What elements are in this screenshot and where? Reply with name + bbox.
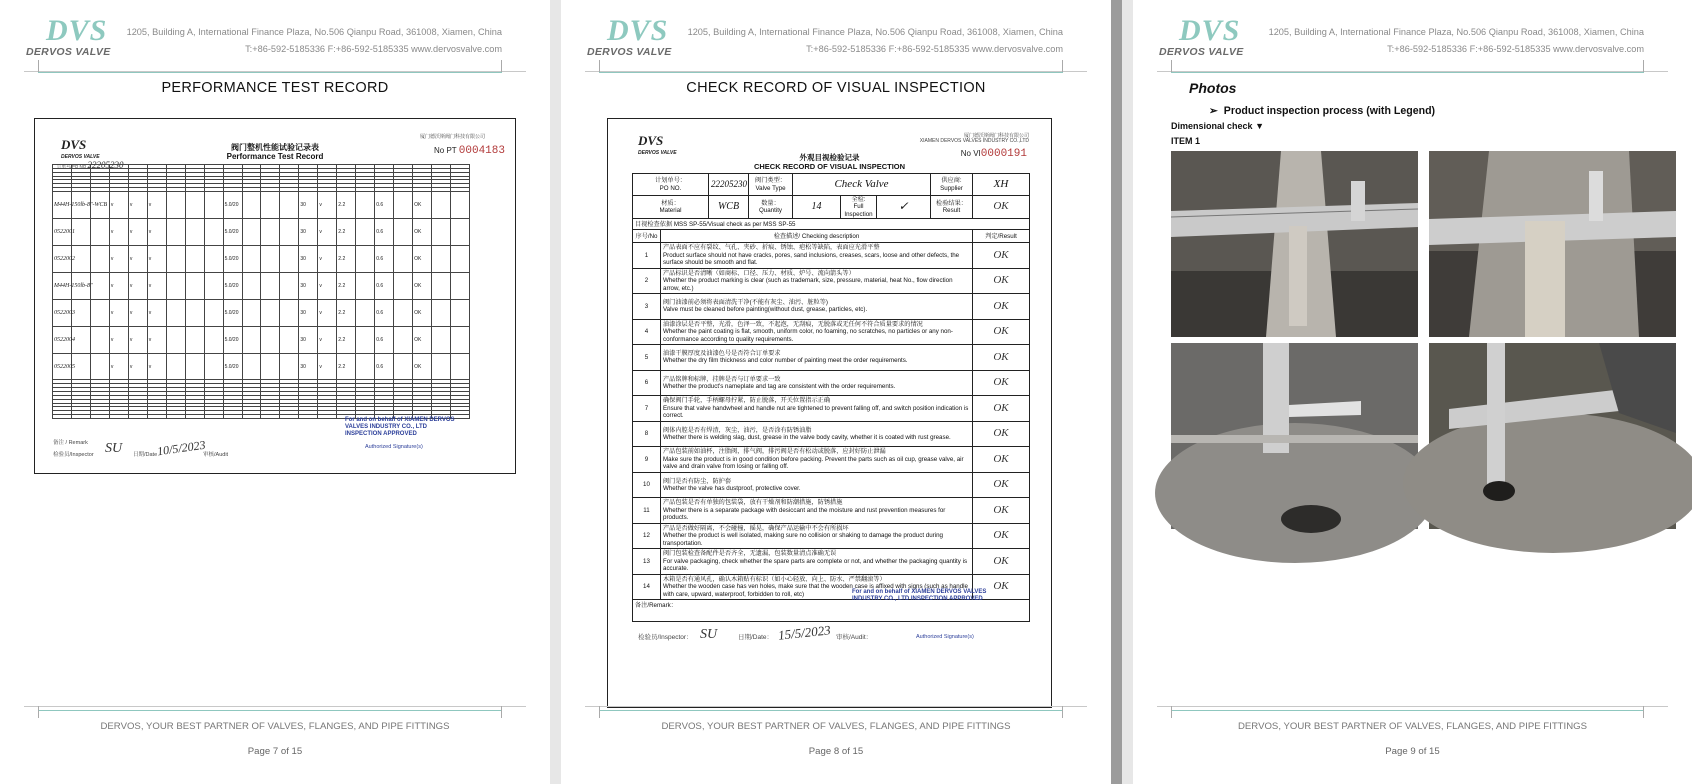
item-number: 9: [633, 447, 661, 473]
item-description: 阀门包装检查备配件是否齐全，无遗漏，包装数量清点准确无误 For valve packaging, check whether the spare parts are complete or not, and whether the packaging quantity is accurate.: [661, 549, 973, 575]
item-result: OK: [973, 447, 1030, 473]
header-row-2: [633, 196, 1030, 219]
full-inspection-label: 全检: Full Inspection: [841, 196, 877, 219]
item-result: OK: [973, 472, 1030, 498]
item-result: OK: [973, 396, 1030, 422]
company-logo: DVS DERVOS VALVE: [1159, 14, 1244, 58]
triangle-down-icon: ▼: [1255, 121, 1264, 131]
company-logo: DVS DERVOS VALVE: [587, 14, 672, 58]
item-description: 产品铭牌和标牌，挂牌是否与订单要求一致 Whether the product's nameplate and tag are consistent with the order requirements.: [661, 370, 973, 396]
table-row: 0522004 v v v 5.0/20 30 v 2.2 0.6 OK: [53, 326, 470, 353]
inspection-item-row: [633, 472, 1030, 498]
item-result: OK: [973, 498, 1030, 524]
item-number: 10: [633, 472, 661, 498]
quantity-value: 14: [793, 196, 841, 219]
inspection-photo-3: [1171, 343, 1418, 529]
page-footer: DERVOS, YOUR BEST PARTNER OF VALVES, FLANGES, AND PIPE FITTINGS Page 9 of 15: [1133, 704, 1692, 784]
item-description: 产品是否做好隔离，不会碰撞，摇晃，确保产品运输中不会有所损坏 Whether the product is well isolated, making sure no collision or shaking to damage the product during transportation.: [661, 523, 973, 549]
company-logo: DVS DERVOS VALVE: [26, 14, 111, 58]
table-row: 0522003 v v v 5.0/20 30 v 2.2 0.6 OK: [53, 299, 470, 326]
valve-type-value: Check Valve: [793, 174, 931, 196]
inspection-item-row: [633, 370, 1030, 396]
item-number: 14: [633, 574, 661, 600]
quantity-label: 数量： Quantity: [749, 196, 793, 219]
po-label: 计划单号： PO NO.: [633, 174, 709, 196]
sheet-number: No VI0000191: [960, 148, 1027, 160]
inspection-photo-4: [1429, 343, 1676, 529]
item-number: 1: [633, 243, 661, 269]
table-row: M44H-150lb-8" v v v 5.0/20 30 v 2.2 0.6 OK: [53, 272, 470, 299]
page-gap: [1122, 0, 1133, 784]
date-signature: 10/5/2023: [156, 437, 207, 459]
table-row: 0522001 v v v 5.0/20 30 v 2.2 0.6 OK: [53, 218, 470, 245]
page-number: Page 9 of 15: [1385, 746, 1440, 757]
page-8: [561, 0, 1111, 784]
item-description: 产品表面不应有裂纹、气孔、夹砂、折痕、锈蚀、疤松等缺陷，表面应光滑平整 Product surface should not have cracks, pores, sand inclusions, creases, scars, loose and other defects, the surface should be smooth and flat.: [661, 243, 973, 269]
inspector-signature: SU: [105, 441, 123, 456]
dimensional-check-label: Dimensional check ▼: [1171, 121, 1264, 131]
company-address: 1205, Building A, International Finance Plaza, No.506 Qianpu Road, 361008, Xiamen, China T:+86-592-5185336 F:+86-592-5185335 www.dervosvalve.com: [687, 27, 1063, 54]
supplier-value: XH: [973, 174, 1030, 196]
item-description: 产品包装是否有单独的包装袋，放有干燥剂和防潮措施，防锈措施 Whether there is a separate package with desiccant and the moisture and rust prevention measures for products.: [661, 498, 973, 524]
page-number: Page 7 of 15: [247, 746, 303, 757]
page-title: CHECK RECORD OF VISUAL INSPECTION: [686, 80, 986, 96]
inspection-table: [632, 173, 1029, 622]
item-description: 产品标识是否清晰（如商标、口径、压力、材质、炉号、流向箭头等） Whether the product marking is clear (such as trademark, size, pressure, material, heat No., flow direction arrow, etc.): [661, 268, 973, 294]
sheet-company: 厦门德沃斯阀门科技有限公司: [419, 134, 485, 140]
company-address: 1205, Building A, International Finance Plaza, No.506 Qianpu Road, 361008, Xiamen, China T:+86-592-5185336 F:+86-592-5185335 www.dervosvalve.com: [126, 27, 502, 54]
arrow-bullet-icon: ➢: [1209, 105, 1224, 117]
sheet-title: 外观目视检验记录 CHECK RECORD OF VISUAL INSPECTION: [753, 153, 906, 171]
table-row: 0522002 v v v 5.0/20 30 v 2.2 0.6 OK: [53, 245, 470, 272]
inspection-item-row: [633, 447, 1030, 473]
remark-row: 备注/Remark：: [633, 600, 1030, 622]
sheet-title: 阀门整机性能试验记录表 Performance Test Record: [226, 143, 324, 161]
page-header: [1133, 0, 1692, 80]
item-number: 7: [633, 396, 661, 422]
valve-type-label: 阀门类型： Valve Type: [749, 174, 793, 196]
inspection-item-row: [633, 549, 1030, 575]
item-number: 6: [633, 370, 661, 396]
item-number: 8: [633, 421, 661, 447]
company-address: 1205, Building A, International Finance Plaza, No.506 Qianpu Road, 361008, Xiamen, China T:+86-592-5185336 F:+86-592-5185335 www.dervosvalve.com: [1268, 27, 1644, 54]
section-bullet: ➢ Product inspection process (with Legend): [1209, 105, 1436, 117]
page-footer: DERVOS, YOUR BEST PARTNER OF VALVES, FLANGES, AND PIPE FITTINGS Page 7 of 15: [0, 704, 550, 784]
inspection-photo-2: [1429, 151, 1676, 337]
inspection-item-row: [633, 268, 1030, 294]
result-value: OK: [973, 196, 1030, 219]
item-number: 3: [633, 294, 661, 320]
page-header: [561, 0, 1111, 80]
item-result: OK: [973, 243, 1030, 269]
item-result: OK: [973, 319, 1030, 345]
item-result: OK: [973, 370, 1030, 396]
material-value: WCB: [709, 196, 749, 219]
inspection-item-row: [633, 319, 1030, 345]
photos-title: Photos: [1189, 80, 1237, 96]
table-row: 0522005 v v v 5.0/20 30 v 2.2 0.6 OK: [53, 353, 470, 380]
result-label: 检验结果： Result: [931, 196, 973, 219]
approval-stamp: For and on behalf of XIAMEN DERVOS VALVES INDUSTRY CO., LTD INSPECTION APPROVED: [852, 589, 987, 602]
item-description: 油漆干膜厚度及油漆色号是否符合订单要求 Whether the dry film thickness and color number of painting meet the order requirements.: [661, 345, 973, 371]
inspection-item-row: [633, 421, 1030, 447]
item-description: 产品包装前如油杯，注脂阀，排气阀，排污阀是否有松动或脱落，应封好防止泄漏 Make sure the product is in good condition before packing. Prevent the parts such as oil cup, grease valve, air valve and drain valve from losing or falling off.: [661, 447, 973, 473]
page-7: [0, 0, 550, 784]
inspection-photo-1: [1171, 151, 1418, 337]
inspection-item-row: [633, 345, 1030, 371]
item-number: 4: [633, 319, 661, 345]
page-9: [1133, 0, 1692, 784]
item-description: 阀体内腔是否有焊渣，灰尘，油污，是否涂有防锈油脂 Whether there is welding slag, dust, grease in the valve body cavity, whether it is coated with rust grease.: [661, 421, 973, 447]
item-result: OK: [973, 523, 1030, 549]
item-result: OK: [973, 268, 1030, 294]
performance-grid: [52, 160, 470, 419]
po-value: 22205230: [709, 174, 749, 196]
item-number: 11: [633, 498, 661, 524]
page-header: [0, 0, 550, 80]
page-number: Page 8 of 15: [808, 746, 864, 757]
date-signature: 15/5/2023: [777, 622, 832, 643]
column-header-row: 序号/No 检查描述/ Checking description 判定/Result: [633, 230, 1030, 243]
inspection-item-row: [633, 243, 1030, 269]
sheet-logo: DVS DERVOS VALVE: [61, 137, 100, 160]
inspection-item-row: [633, 523, 1030, 549]
order-number: 订单号/PO NO 22205230: [57, 160, 124, 170]
supplier-label: 供应商: Supplier: [931, 174, 973, 196]
item-result: OK: [973, 421, 1030, 447]
full-inspection-value: ✓: [877, 196, 931, 219]
item-description: 阀门是否有防尘，防护套 Whether the valve has dustproof, protective cover.: [661, 472, 973, 498]
inspection-item-row: [633, 396, 1030, 422]
inspector-signature: SU: [700, 627, 718, 642]
table-row: M44H-150lb-8"-WCB v v v 5.0/20 30 v 2.2 0.6 OK: [53, 191, 470, 218]
material-label: 材质： Material: [633, 196, 709, 219]
item-description: 油漆涂层是否平整，光滑，色泽一致，不起泡，无刮痕，无脱落或无任何不符合质量要求的情况 Whether the paint coating is flat, smooth, uniform color, no foaming, no scratches, no particles or any non-conformance according to quality requirements.: [661, 319, 973, 345]
sheet-company: 厦门德沃斯阀门科技有限公司 XIAMEN DERVOS VALVES INDUSTRY CO.,LTD: [919, 133, 1029, 144]
item-number: 2: [633, 268, 661, 294]
item-label: ITEM 1: [1171, 136, 1201, 146]
item-result: OK: [973, 549, 1030, 575]
item-description: 木箱是否有通风孔，确认木箱贴有标识（如小心轻放、向上、防水、严禁翻滚等） Whether the wooden case has ven holes, make sure that the wooden case is affixed with signs (such as handle with care, upward, waterproof, forbidden to roll, etc): [661, 574, 973, 600]
inspection-item-row: [633, 294, 1030, 320]
page-gap: [550, 0, 561, 784]
page-title: PERFORMANCE TEST RECORD: [161, 80, 389, 96]
item-result: OK: [973, 294, 1030, 320]
performance-test-sheet: DVS DERVOS VALVE 阀门整机性能试验记录表 Performance Test Record 厦门德沃斯阀门科技有限公司 No PT 0004183 订单号/PO NO 22205230 M44H-150lb-8"-WCB v v v 5.0/20 30 v 2.2 0.6 OK 0522001 v v v 5.0/20 30 v 2.2 0.6 OK 0522002 v v v 5.0/20 30 v 2.2 0.6 OK M44H-150lb-8" v v v 5.0/20 30 v 2.2 0.6 OK 0522003 v v v 5.0/20 30 v 2.2 0.6 OK 0522004 v v v 5.0/20 30 v 2.2 0.6 OK 0522005 v v v 5.0/20 30 v 2.2 0.6 OK For and on behalf of XIAMEN DERVOS VALVES INDUSTRY CO., LTD INSPECTION APPROVED 备注 / Remark 检验员/Inspector SU 日期/Date 10/5/2023 审核/Audit Authorized Signature(s): [34, 118, 516, 474]
approval-stamp: For and on behalf of XIAMEN DERVOS VALVES INDUSTRY CO., LTD INSPECTION APPROVED: [345, 417, 455, 437]
inspection-item-row: [633, 498, 1030, 524]
sheet-number: No PT 0004183: [434, 145, 505, 157]
item-result: OK: [973, 345, 1030, 371]
standard-row: 目视检查依据 MSS SP-55/Visual check as per MSS SP-55: [633, 219, 1030, 230]
item-number: 12: [633, 523, 661, 549]
visual-inspection-sheet: DVS DERVOS VALVE 厦门德沃斯阀门科技有限公司 XIAMEN DERVOS VALVES INDUSTRY CO.,LTD 外观目视检验记录 CHECK RECORD OF VISUAL INSPECTION No VI0000191 计划单号： PO NO. 22205230 阀门类型： Valve Type Check Valve 供应商: Supplier XH 材质： Material WCB 数量： Quantity 14 全检: Full Inspection ✓ 检验结果： Result OK 目视检查依据 MSS SP-55/Visual check as per MSS SP-55 序号/No 检查描述/ Checking description 判定/Result 1 产品表面不应有裂纹、气孔、夹砂、折痕、锈蚀、疤松等缺陷，表面应光滑平整 Product surface should not have cracks, pores, sand inclusions, creases, scars, loose and other defects, the surface should be smooth and flat. OK 2 产品标识是否清晰（如商标、口径、压力、材质、炉号、流向箭头等） Whether the product marking is clear (such as trademark, size, pressure, material, heat No., flow direction arrow, etc.) OK 3 阀门油漆前必须将表面清洗干净(不能有灰尘、油污、脏粒等) Valve must be cleaned before painting(without dust, grease, particles, etc). OK 4 油漆涂层是否平整，光滑，色泽一致，不起泡，无刮痕，无脱落或无任何不符合质量要求的情况 Whether the paint coating is flat, smooth, uniform color, no foaming, no scratches, no particles or any non-conformance according to quality requirements. OK 5 油漆干膜厚度及油漆色号是否符合订单要求 Whether the dry film thickness and color number of painting meet the order requirements. OK 6 产品铭牌和标牌，挂牌是否与订单要求一致 Whether the product's nameplate and tag are consistent with the order requirements. OK 7 确保阀门手轮，手柄螺母拧紧，防止脱落，开关位置指示正确 Ensure that valve handwheel and handle nut are tightened to prevent falling off, and switch position indication is correct. OK 8 阀体内腔是否有焊渣，灰尘，油污，是否涂有防锈油脂 Whether there is welding slag, dust, grease in the valve body cavity, whether it is coated with rust grease. OK 9 产品包装前如油杯，注脂阀，排气阀，排污阀是否有松动或脱落，应封好防止泄漏 Make sure the product is in good condition before packing. Prevent the parts such as oil cup, grease valve, air valve and drain valve from losing or falling off. OK 10 阀门是否有防尘，防护套 Whether the valve has dustproof, protective cover. OK 11 产品包装是否有单独的包装袋，放有干燥剂和防潮措施，防锈措施 Whether there is a separate package with desiccant and the moisture and rust prevention measures for products. OK 12 产品是否做好隔离，不会碰撞，摇晃，确保产品运输中不会有所损坏 Whether the product is well isolated, making sure no collision or shaking to damage the product during transportation. OK 13 阀门包装检查备配件是否齐全，无遗漏，包装数量清点准确无误 For valve packaging, check whether the spare parts are complete or not, and whether the packaging quantity is accurate. OK 14 木箱是否有通风孔，确认木箱贴有标识（如小心轻放、向上、防水、严禁翻滚等） Whether the wooden case has ven holes, make sure that the wooden case is affixed with signs (such as handle with care, upward, waterproof, forbidden to roll, etc) OK 备注/Remark： For and on behalf of XIAMEN DERVOS VALVES INDUSTRY CO., LTD INSPECTION APPROVED 检验员/Inspector： SU 日期/Date： 15/5/2023 审核/Audit： Authorized Signature(s): [607, 118, 1052, 708]
item-description: 确保阀门手轮，手柄螺母拧紧，防止脱落，开关位置指示正确 Ensure that valve handwheel and handle nut are tightened to prevent falling off, and switch position indication is correct.: [661, 396, 973, 422]
item-number: 13: [633, 549, 661, 575]
sheet-logo: DVS DERVOS VALVE: [638, 133, 677, 156]
item-number: 5: [633, 345, 661, 371]
page-footer: DERVOS, YOUR BEST PARTNER OF VALVES, FLANGES, AND PIPE FITTINGS Page 8 of 15: [561, 704, 1111, 784]
item-description: 阀门油漆前必须将表面清洗干净(不能有灰尘、油污、脏粒等) Valve must be cleaned before painting(without dust, grease, particles, etc).: [661, 294, 973, 320]
item-result: OK: [973, 574, 1030, 600]
header-row-1: [633, 174, 1030, 196]
